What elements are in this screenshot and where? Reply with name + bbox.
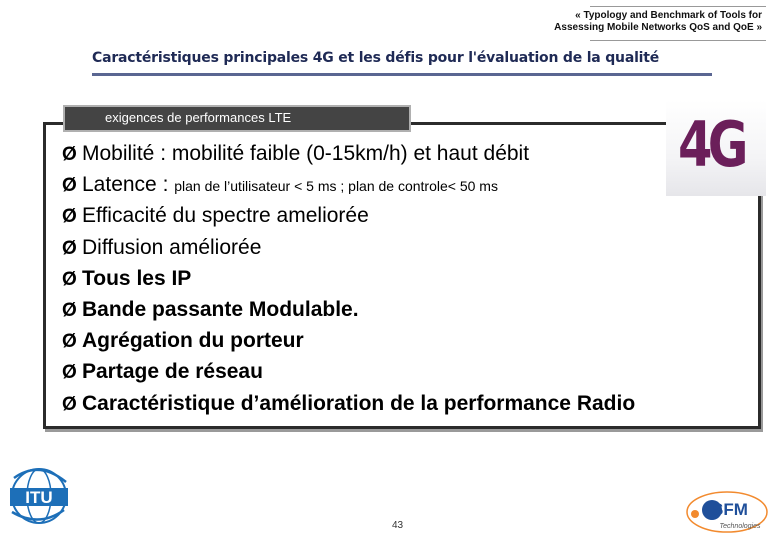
list-item xyxy=(62,388,635,419)
header-rule-bottom xyxy=(590,40,766,41)
list-item xyxy=(62,356,635,387)
sfm-logo-text: SFM xyxy=(712,500,748,519)
arrow-icon: Ø xyxy=(62,299,77,321)
list-item xyxy=(62,263,635,294)
header-rule-top xyxy=(590,6,766,7)
panel-label: exigences de performances LTE xyxy=(63,105,411,132)
slide-title: Caractéristiques principales 4G et les défis pour l'évaluation de la qualité xyxy=(92,50,660,66)
itu-logo xyxy=(4,458,74,530)
page-number: 43 xyxy=(392,520,404,531)
arrow-icon: Ø xyxy=(62,175,77,197)
bullet-text: Latence : xyxy=(82,173,175,197)
list-item xyxy=(62,169,635,200)
4g-logo-text: 4G xyxy=(678,108,744,181)
4g-logo xyxy=(666,100,766,196)
bullet-text: Agrégation du porteur xyxy=(82,329,304,353)
list-item xyxy=(62,200,635,231)
arrow-icon: Ø xyxy=(62,331,77,353)
sfm-logo xyxy=(682,488,776,536)
header-text xyxy=(462,10,762,34)
arrow-icon: Ø xyxy=(62,144,77,165)
bullet-detail: plan de l’utilisateur < 5 ms ; plan de controle< 50 ms xyxy=(174,178,498,195)
list-item xyxy=(62,232,635,263)
list-item xyxy=(62,294,635,325)
list-item xyxy=(62,325,635,356)
arrow-icon: Ø xyxy=(62,206,77,228)
arrow-icon: Ø xyxy=(62,237,77,259)
bullet-text: Partage de réseau xyxy=(82,360,263,384)
arrow-icon: Ø xyxy=(62,268,77,290)
arrow-icon: Ø xyxy=(62,393,77,415)
bullet-text: Diffusion améliorée xyxy=(82,235,262,259)
header-line-2: Assessing Mobile Networks QoS and QoE » xyxy=(554,22,762,33)
bullet-text: Efficacité du spectre ameliorée xyxy=(82,204,369,228)
header-line-1: « Typology and Benchmark of Tools for xyxy=(575,10,762,21)
itu-logo-text: ITU xyxy=(25,488,53,507)
bullet-text: Caractéristique d’amélioration de la performance Radio xyxy=(82,391,636,415)
bullet-text: Mobilité : mobilité faible (0-15km/h) et haut débit xyxy=(82,142,530,165)
title-underline xyxy=(92,73,712,76)
bullet-text: Tous les IP xyxy=(82,266,192,290)
list-item xyxy=(62,138,635,169)
sfm-logo-subtitle: Technologies xyxy=(719,523,761,530)
bullet-text: Bande passante Modulable. xyxy=(82,297,359,321)
requirements-list xyxy=(62,138,635,419)
arrow-icon: Ø xyxy=(62,362,77,384)
